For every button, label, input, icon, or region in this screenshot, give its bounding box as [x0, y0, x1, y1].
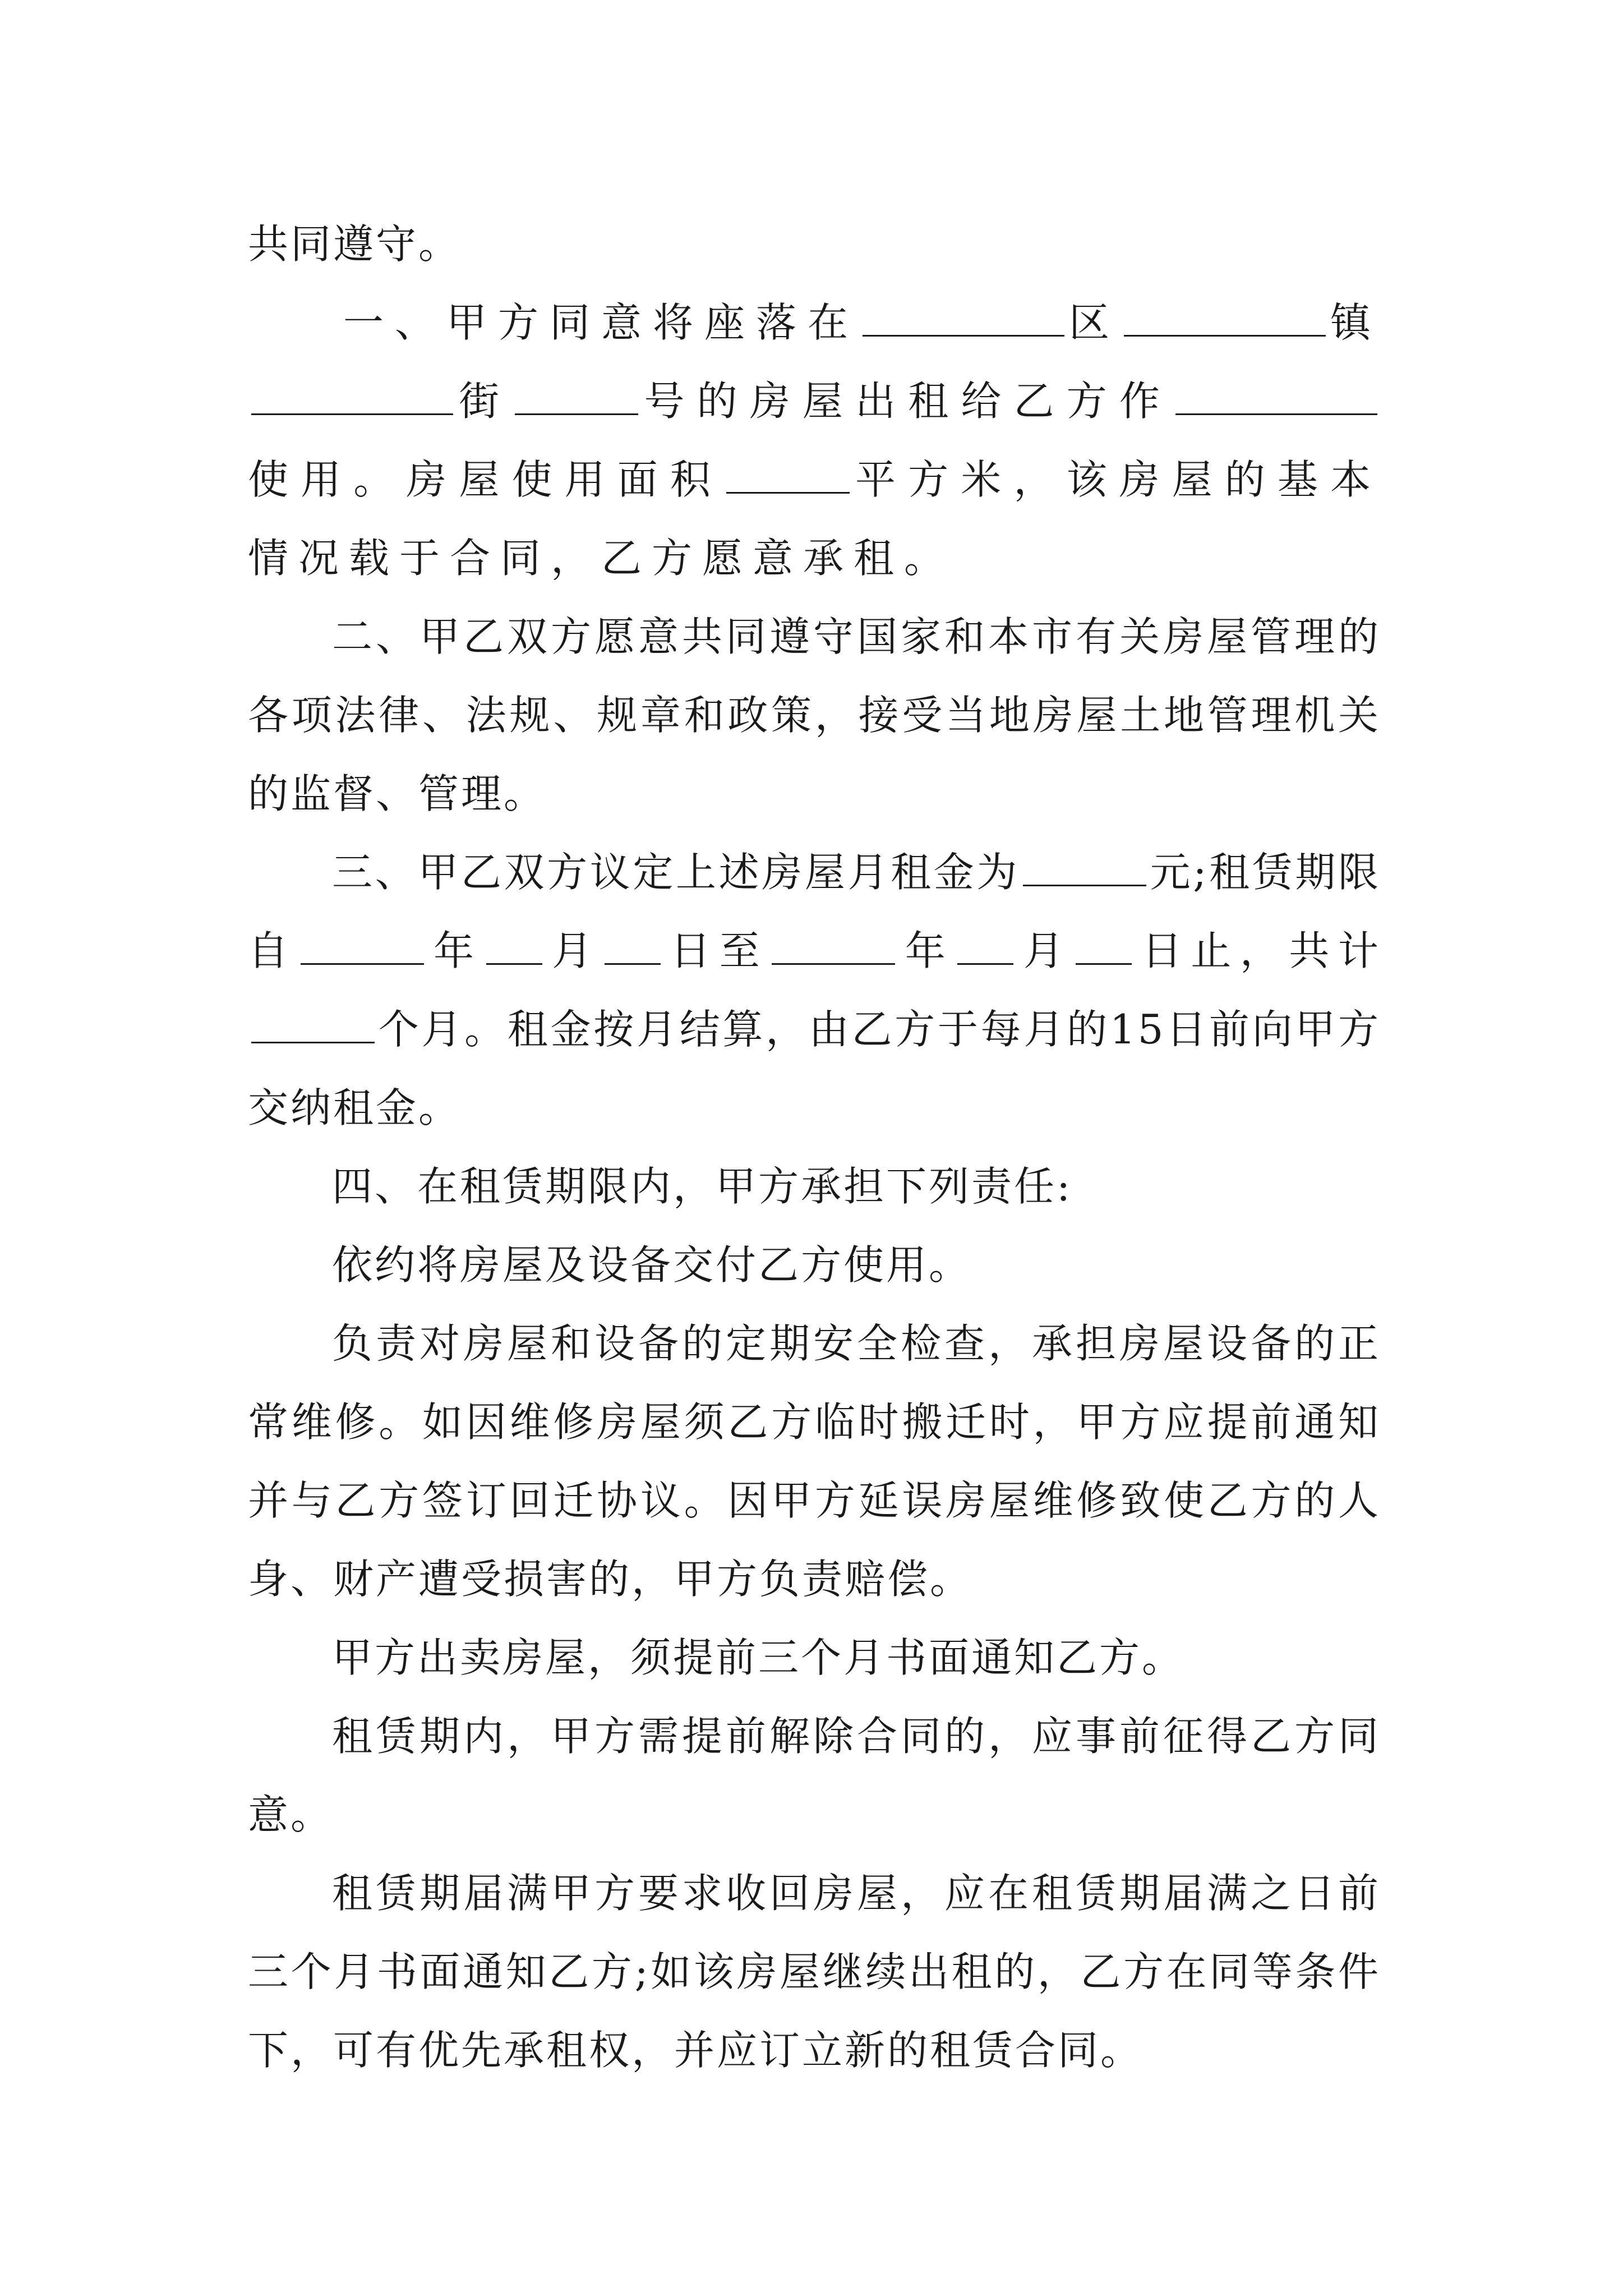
paragraph-intro-tail: 共同遵守。 [248, 220, 462, 268]
clause-1-text-a: 一、甲方同意将座落在 [343, 299, 859, 346]
district-blank[interactable] [863, 300, 1064, 337]
contract-body [248, 205, 1381, 2090]
clause-3-text-g: 月 [1017, 927, 1073, 974]
number-blank[interactable] [515, 379, 638, 415]
clause-1-text-b: 区 [1067, 299, 1121, 346]
rent-blank[interactable] [1023, 850, 1146, 886]
clause-4-item-1: 依约将房屋及设备交付乙方使用。 [332, 1241, 972, 1289]
clause-3-text-f: 年 [898, 927, 955, 974]
street-blank[interactable] [251, 379, 453, 415]
clause-1-text-d: 街 [457, 378, 512, 425]
town-blank[interactable] [1124, 300, 1326, 337]
clause-3-text-i: 个月。租金按月结算，由乙方于每月的15日前向甲方交纳租金。 [248, 1006, 1381, 1131]
clause-1-text-c: 镇 [1329, 299, 1381, 346]
clause-4-item-5: 租赁期届满甲方要求收回房屋，应在租赁期届满之日前三个月书面通知乙方;如该房屋继续出租的，乙方在同等条件下，可有优先承租权，并应订立新的租赁合同。 [248, 1870, 1381, 2074]
clause-3-text-d: 月 [545, 927, 601, 974]
end-day-blank[interactable] [1076, 928, 1132, 965]
end-year-blank[interactable] [772, 928, 895, 965]
clause-4-item-4: 租赁期内，甲方需提前解除合同的，应事前征得乙方同意。 [248, 1713, 1381, 1838]
clause-3-text-h: 日止，共计 [1135, 927, 1381, 974]
start-day-blank[interactable] [605, 928, 661, 965]
end-month-blank[interactable] [957, 928, 1013, 965]
clause-3-text-b: 元;租赁期限自 [248, 849, 1381, 974]
clause-3-text-e: 日至 [663, 927, 769, 974]
start-year-blank[interactable] [301, 928, 424, 965]
clause-4-item-3: 甲方出卖房屋，须提前三个月书面通知乙方。 [332, 1634, 1185, 1681]
clause-3 [248, 833, 1381, 1147]
clause-1-text-f: 使用。房屋使用面积 [248, 456, 723, 503]
clause-3-text-c: 年 [427, 927, 483, 974]
area-blank[interactable] [726, 457, 850, 494]
clause-4: 四、在租赁期限内，甲方承担下列责任: [332, 1163, 1073, 1210]
clause-4-item-2: 负责对房屋和设备的定期安全检查，承担房屋设备的正常维修。如因维修房屋须乙方临时搬迁时，甲方应提前通知并与乙方签订回迁协议。因甲方延误房屋维修致使乙方的人身、财产遭受损害的，甲方负责赔偿。 [248, 1320, 1381, 1603]
clause-1-text-g: 平方米，该房屋的基本情况载于合同，乙方愿意承租。 [248, 456, 1381, 582]
clause-1 [248, 283, 1381, 597]
clause-3-text-a: 三、甲乙双方议定上述房屋月租金为 [332, 849, 1020, 896]
clause-2: 二、甲乙双方愿意共同遵守国家和本市有关房屋管理的各项法律、法规、规章和政策，接受当地房屋土地管理机关的监督、管理。 [248, 613, 1381, 817]
usage-blank[interactable] [1175, 379, 1377, 415]
clause-1-text-e: 号的房屋出租给乙方作 [642, 378, 1172, 425]
total-months-blank[interactable] [251, 1007, 375, 1043]
start-month-blank[interactable] [486, 928, 542, 965]
